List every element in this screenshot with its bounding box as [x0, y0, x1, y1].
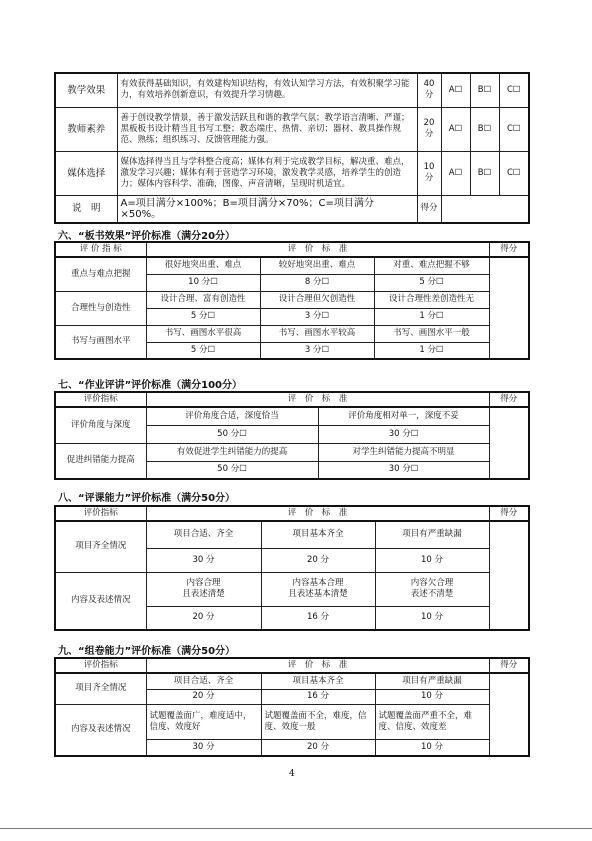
score-value: 20 分: [261, 548, 375, 572]
criterion: 有效促进学生纠错能力的提高: [146, 443, 318, 461]
note-text: A=项目满分×100%；B=项目满分×70%；C=项目满分×50%。: [117, 195, 417, 223]
page-bottom-divider: [0, 828, 592, 829]
table-header: [55, 392, 529, 407]
grade-c-checkbox[interactable]: C☐: [499, 107, 529, 151]
section7-table: [54, 391, 530, 480]
row-description: 善于创设教学情景，善于激发活跃且和谐的教学气氛；教学语言清晰、严谨；黑板板书设计精当且书写工整；教态端庄、热情、亲切；器材、教具操作规范、熟练；组织练习、反馈管理能力强。: [117, 107, 417, 151]
score-checkbox[interactable]: 5 分☐: [146, 308, 260, 325]
criterion: 评价角度合适，深度恰当: [146, 407, 318, 425]
criterion: 试题覆盖面严重不全，难度、信度、效度差: [375, 704, 489, 739]
table-row: [55, 521, 529, 548]
table-row: [55, 257, 529, 274]
table-row: [55, 443, 529, 461]
row-description: 有效获得基础知识，有效建构知识结构，有效认知学习方法，有效积聚学习能力，有效培养创新意识，有效提升学习情趣。: [117, 73, 417, 107]
row-label: 项目齐全情况: [55, 521, 146, 572]
criterion: 对学生纠错能力提高不明显: [318, 443, 489, 461]
header-indicator: 评价指标: [55, 658, 146, 673]
score-value: 20 分: [146, 606, 261, 630]
page-number: 4: [289, 769, 295, 779]
row-score: 20分: [417, 107, 441, 151]
score-value: 10 分: [375, 548, 489, 572]
evaluation-table-top: [54, 72, 530, 224]
row-label: 教师素养: [55, 107, 117, 151]
criterion: 项目合适、齐全: [146, 521, 261, 548]
header-score: 得分: [489, 392, 529, 407]
grade-c-checkbox[interactable]: C☐: [499, 73, 529, 107]
table-row: [55, 291, 529, 308]
grade-a-checkbox[interactable]: A☐: [441, 73, 470, 107]
table-row: [55, 151, 529, 195]
note-score: 得分: [417, 195, 441, 223]
criterion: 评价角度相对单一，深度不妥: [318, 407, 489, 425]
header-standard: 评 价 标 准: [146, 658, 489, 673]
header-indicator: 评价指标: [55, 506, 146, 521]
row-description: 媒体选择得当且与学科整合度高；媒体有利于完成教学目标，解决重、难点，激发学习兴趣；媒体有利于营造学习环境，激发教学灵感，培养学生的创造力；媒体内容科学、准确，图像、声音清晰，呈现时机适宜。: [117, 151, 417, 195]
grade-c-checkbox[interactable]: C☐: [499, 151, 529, 195]
grade-b-checkbox[interactable]: B☐: [470, 73, 499, 107]
criterion: 书写、画图水平很高: [146, 325, 260, 342]
score-checkbox[interactable]: 30 分☐: [318, 461, 489, 479]
criterion-line: 内容合理: [186, 578, 221, 588]
section6-table: [54, 241, 530, 360]
row-label: 合理性与创造性: [55, 291, 146, 325]
score-input[interactable]: [489, 673, 529, 756]
criterion: [261, 572, 375, 606]
table-row: [55, 407, 529, 425]
header-standard: 评 价 标 准: [146, 242, 489, 257]
table-header: [55, 506, 529, 521]
score-checkbox[interactable]: 1 分☐: [374, 308, 489, 325]
table-row: [55, 572, 529, 606]
score-input[interactable]: [489, 407, 529, 479]
header-indicator: 评 价 指 标: [55, 242, 146, 257]
row-score: 10分: [417, 151, 441, 195]
criterion: 项目合适、齐全: [146, 673, 261, 689]
criterion: 试题覆盖面广，难度适中，信度、效度好: [146, 704, 261, 739]
row-label: 促进纠错能力提高: [55, 443, 146, 479]
row-label: 书写与画图水平: [55, 325, 146, 359]
criterion-line: 表述不清楚: [410, 589, 454, 599]
criterion-line: 内容欠合理: [410, 578, 454, 588]
criterion: 很好地突出重、难点: [146, 257, 260, 274]
criterion-line: 内容基本合理: [292, 578, 344, 588]
section-title: 七、“作业评讲”评价标准（满分100分）: [58, 380, 243, 391]
score-checkbox[interactable]: 50 分☐: [146, 461, 318, 479]
score-checkbox[interactable]: 1 分☐: [374, 342, 489, 359]
score-checkbox[interactable]: 3 分☐: [260, 342, 374, 359]
score-value: 30 分: [146, 548, 261, 572]
score-input[interactable]: [489, 257, 529, 359]
criterion-line: 且表述清楚: [182, 589, 225, 599]
section-title: 六、“板书效果”评价标准（满分20分）: [58, 231, 236, 242]
score-checkbox[interactable]: 8 分☐: [260, 274, 374, 291]
table-row: [55, 325, 529, 342]
score-value: 16 分: [261, 689, 375, 704]
note-score-input[interactable]: [441, 195, 529, 223]
section-title: 八、“评课能力”评价标准（满分50分）: [58, 493, 236, 504]
row-label: 重点与难点把握: [55, 257, 146, 291]
grade-b-checkbox[interactable]: B☐: [470, 151, 499, 195]
score-value: 30 分: [146, 739, 261, 756]
score-value: 20 分: [146, 689, 261, 704]
criterion: 较好地突出重、难点: [260, 257, 374, 274]
criterion: 项目基本齐全: [261, 521, 375, 548]
criterion: 设计合理性差创造性无: [374, 291, 489, 308]
header-standard: 评 价 标 准: [146, 392, 489, 407]
criterion: [375, 572, 489, 606]
criterion: 书写、画图水平较高: [260, 325, 374, 342]
row-label: 内容及表述情况: [55, 572, 146, 630]
score-value: 10 分: [375, 606, 489, 630]
header-score: 得分: [489, 506, 529, 521]
row-score: 40分: [417, 73, 441, 107]
header-score: 得分: [489, 242, 529, 257]
score-value: 10 分: [375, 689, 489, 704]
score-value: 10 分: [375, 739, 489, 756]
criterion: 试题覆盖面不全，难度，信度、效度一般: [261, 704, 375, 739]
criterion-line: 且表述基本清楚: [288, 589, 348, 599]
section8-table: [54, 505, 530, 631]
criterion: 项目基本齐全: [261, 673, 375, 689]
table-row: [55, 195, 529, 223]
score-checkbox[interactable]: 10 分☐: [146, 274, 260, 291]
row-label: 项目齐全情况: [55, 673, 146, 704]
row-label: 评价角度与深度: [55, 407, 146, 443]
header-standard: 评 价 标 准: [146, 506, 489, 521]
score-value: 16 分: [261, 606, 375, 630]
table-header: [55, 658, 529, 673]
table-row: [55, 673, 529, 689]
table-row: [55, 73, 529, 107]
criterion: 项目有严重缺漏: [375, 673, 489, 689]
criterion: [146, 572, 261, 606]
score-value: 20 分: [261, 739, 375, 756]
row-label: 媒体选择: [55, 151, 117, 195]
section9-table: [54, 657, 530, 757]
note-label: 说 明: [55, 195, 117, 223]
row-label: 教学效果: [55, 73, 117, 107]
score-checkbox[interactable]: 50 分☐: [146, 425, 318, 443]
table-row: [55, 704, 529, 739]
section-title: 九、“组卷能力”评价标准（满分50分）: [58, 646, 236, 657]
header-score: 得分: [489, 658, 529, 673]
criterion: 对重、难点把握不够: [374, 257, 489, 274]
score-input[interactable]: [489, 521, 529, 630]
grade-a-checkbox[interactable]: A☐: [441, 107, 470, 151]
criterion: 设计合理但欠创造性: [260, 291, 374, 308]
score-checkbox[interactable]: 30 分☐: [318, 425, 489, 443]
grade-b-checkbox[interactable]: B☐: [470, 107, 499, 151]
score-checkbox[interactable]: 5 分☐: [146, 342, 260, 359]
criterion: 项目有严重缺漏: [375, 521, 489, 548]
table-row: [55, 107, 529, 151]
criterion: 设计合理、富有创造性: [146, 291, 260, 308]
score-checkbox[interactable]: 3 分☐: [260, 308, 374, 325]
row-label: 内容及表述情况: [55, 704, 146, 756]
grade-a-checkbox[interactable]: A☐: [441, 151, 470, 195]
criterion: 书写、画图水平一般: [374, 325, 489, 342]
header-indicator: 评价指标: [55, 392, 146, 407]
table-header: [55, 242, 529, 257]
score-checkbox[interactable]: 5 分☐: [374, 274, 489, 291]
